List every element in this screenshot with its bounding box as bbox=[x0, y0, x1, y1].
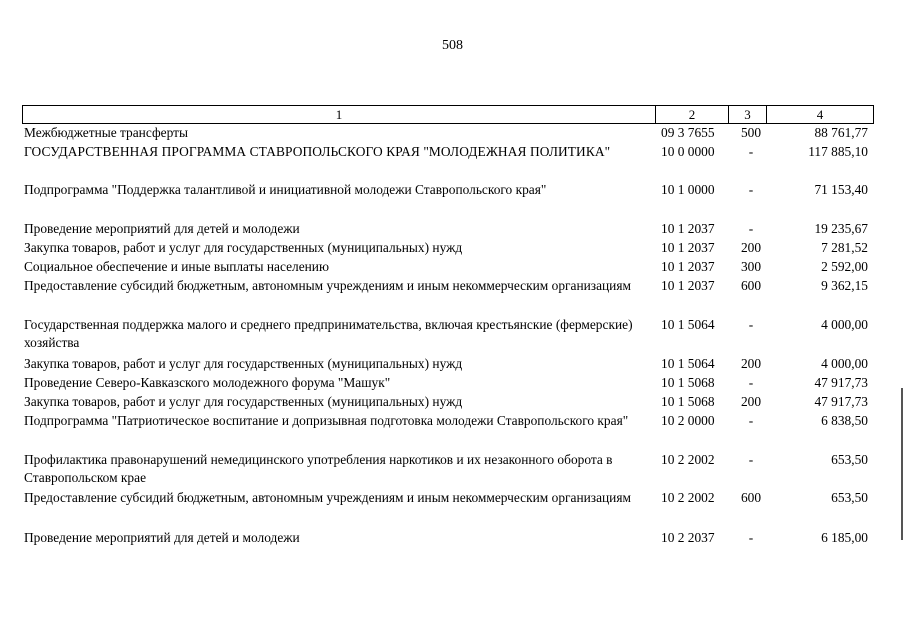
row-name: Социальное обеспечение и иные выплаты населению bbox=[24, 259, 329, 274]
row-type: 200 bbox=[740, 356, 762, 371]
row-type: 300 bbox=[740, 259, 762, 274]
row-code: 10 1 2037 bbox=[661, 259, 715, 274]
row-name: Предоставление субсидий бюджетным, автономным учреждениям и иным некоммерческим организациям bbox=[24, 490, 631, 505]
row-amount: 4 000,00 bbox=[821, 317, 868, 332]
row-amount: 71 153,40 bbox=[814, 182, 868, 197]
row-type: 600 bbox=[740, 490, 762, 505]
row-type: - bbox=[748, 452, 754, 467]
row-amount: 47 917,73 bbox=[814, 375, 868, 390]
row-name: Межбюджетные трансферты bbox=[24, 125, 188, 140]
row-type: - bbox=[748, 221, 754, 236]
row-code: 10 2 2002 bbox=[661, 490, 715, 505]
row-code: 10 1 2037 bbox=[661, 221, 715, 236]
row-amount: 88 761,77 bbox=[814, 125, 868, 140]
row-name: ГОСУДАРСТВЕННАЯ ПРОГРАММА СТАВРОПОЛЬСКОГО КРАЯ "МОЛОДЕЖНАЯ ПОЛИТИКА" bbox=[24, 144, 611, 159]
row-code: 10 2 0000 bbox=[661, 413, 715, 428]
row-type: 200 bbox=[740, 394, 762, 409]
row-amount: 2 592,00 bbox=[821, 259, 868, 274]
row-name: Закупка товаров, работ и услуг для государственных (муниципальных) нужд bbox=[24, 240, 463, 255]
row-code: 10 1 5064 bbox=[661, 317, 715, 332]
row-code: 10 2 2037 bbox=[661, 530, 715, 545]
row-type: 500 bbox=[740, 125, 762, 140]
row-name: Проведение Северо-Кавказского молодежного форума "Машук" bbox=[24, 375, 391, 390]
row-type: 200 bbox=[740, 240, 762, 255]
row-code: 10 1 2037 bbox=[661, 240, 715, 255]
row-type: - bbox=[748, 530, 754, 545]
row-name: Предоставление субсидий бюджетным, автономным учреждениям и иным некоммерческим организациям bbox=[24, 278, 631, 293]
header-col-2: 2 bbox=[656, 106, 729, 123]
row-code: 09 3 7655 bbox=[661, 125, 715, 140]
row-name: Проведение мероприятий для детей и молодежи bbox=[24, 530, 300, 545]
row-name: Закупка товаров, работ и услуг для государственных (муниципальных) нужд bbox=[24, 356, 463, 371]
row-type: - bbox=[748, 317, 754, 332]
row-code: 10 1 5068 bbox=[661, 394, 715, 409]
row-amount: 6 838,50 bbox=[821, 413, 868, 428]
row-type: - bbox=[748, 144, 754, 159]
row-code: 10 2 2002 bbox=[661, 452, 715, 467]
row-type: 600 bbox=[740, 278, 762, 293]
row-name: Закупка товаров, работ и услуг для государственных (муниципальных) нужд bbox=[24, 394, 463, 409]
header-col-4: 4 bbox=[816, 107, 824, 122]
row-type: - bbox=[748, 182, 754, 197]
row-amount: 47 917,73 bbox=[814, 394, 868, 409]
row-code: 10 1 2037 bbox=[661, 278, 715, 293]
row-name: Профилактика правонарушений немедицинского употребления наркотиков и их незаконного оборота в Ставропольском крае bbox=[24, 452, 613, 485]
row-type: - bbox=[748, 375, 754, 390]
page-number: 508 bbox=[442, 38, 463, 53]
scan-edge-mark bbox=[901, 388, 903, 540]
table-header bbox=[22, 105, 874, 124]
row-code: 10 1 5064 bbox=[661, 356, 715, 371]
row-amount: 4 000,00 bbox=[821, 356, 868, 371]
row-amount: 6 185,00 bbox=[821, 530, 868, 545]
header-col-1: 1 bbox=[23, 106, 656, 123]
row-code: 10 1 0000 bbox=[661, 182, 715, 197]
row-amount: 117 885,10 bbox=[808, 144, 868, 159]
row-amount: 653,50 bbox=[831, 452, 868, 467]
row-code: 10 1 5068 bbox=[661, 375, 715, 390]
row-name: Подпрограмма "Поддержка талантливой и инициативной молодежи Ставропольского края" bbox=[24, 182, 547, 197]
row-amount: 7 281,52 bbox=[821, 240, 868, 255]
row-type: - bbox=[748, 413, 754, 428]
row-name: Подпрограмма "Патриотическое воспитание и допризывная подготовка молодежи Ставропольского края" bbox=[24, 413, 629, 428]
row-amount: 653,50 bbox=[831, 490, 868, 505]
row-amount: 9 362,15 bbox=[821, 278, 868, 293]
row-code: 10 0 0000 bbox=[661, 144, 715, 159]
row-name: Проведение мероприятий для детей и молодежи bbox=[24, 221, 300, 236]
header-col-3: 3 bbox=[729, 106, 767, 123]
row-name: Государственная поддержка малого и среднего предпринимательства, включая крестьянские (фермерские) хозяйства bbox=[24, 317, 633, 350]
row-amount: 19 235,67 bbox=[814, 221, 868, 236]
